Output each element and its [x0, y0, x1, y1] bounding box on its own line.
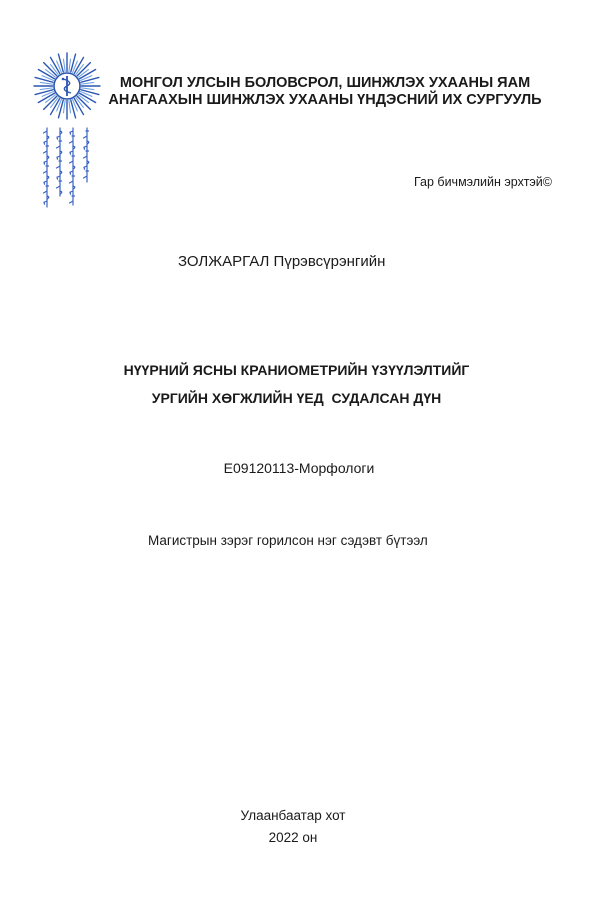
emblem-ray	[40, 82, 52, 84]
emblem-ray	[81, 77, 99, 82]
emblem-ray	[81, 82, 93, 84]
logo-script-column	[57, 128, 62, 196]
emblem-ray	[71, 54, 76, 72]
emblem-ray	[58, 100, 63, 118]
logo-script-column	[70, 128, 75, 205]
emblem-ray	[69, 100, 71, 112]
place: Улаанбаатар хот	[240, 808, 346, 823]
ministry-name: МОНГОЛ УЛСЫН БОЛОВСРОЛ, ШИНЖЛЭХ УХААНЫ ЯАМ	[119, 75, 531, 91]
specialty-code: E09120113-Морфологи	[223, 460, 375, 476]
emblem-ray	[69, 59, 71, 71]
thesis-title-line-2: УРГИЙН ХӨГЖЛИЙН ҮЕД СУДАЛСАН ДҮН	[151, 390, 442, 406]
author-name: ЗОЛЖАРГАЛ Пүрэвсүрэнгийн	[178, 253, 386, 270]
year: 2022 он	[268, 830, 318, 845]
logo-script-column	[44, 128, 49, 207]
university-emblem-icon	[28, 50, 108, 220]
emblem-ray	[63, 59, 65, 71]
thesis-title	[0, 356, 593, 412]
place-and-year	[0, 805, 586, 849]
emblem-ray	[40, 88, 52, 90]
thesis-title-line-1: НҮҮРНИЙ ЯСНЫ КРАНИОМЕТРИЙН ҮЗҮҮЛЭЛТИЙГ	[123, 362, 470, 378]
emblem-ray	[63, 100, 65, 112]
degree-note: Магистрын зэрэг горилсон нэг сэдэвт бүтээл	[148, 533, 428, 548]
emblem-ray	[58, 54, 63, 72]
logo-script-column	[84, 128, 89, 182]
emblem-ray	[35, 90, 53, 95]
institution-header	[100, 75, 550, 109]
emblem-ray	[81, 90, 99, 95]
emblem-ray	[35, 77, 53, 82]
emblem-ray	[71, 100, 76, 118]
emblem-ray	[81, 88, 93, 90]
copyright-note: Гар бичмэлийн эрхтэй©	[413, 175, 552, 189]
logo-vertical-script	[44, 128, 89, 207]
university-name: АНАГААХЫН ШИНЖЛЭХ УХААНЫ ҮНДЭСНИЙ ИХ СУРГУУЛЬ	[108, 92, 542, 108]
